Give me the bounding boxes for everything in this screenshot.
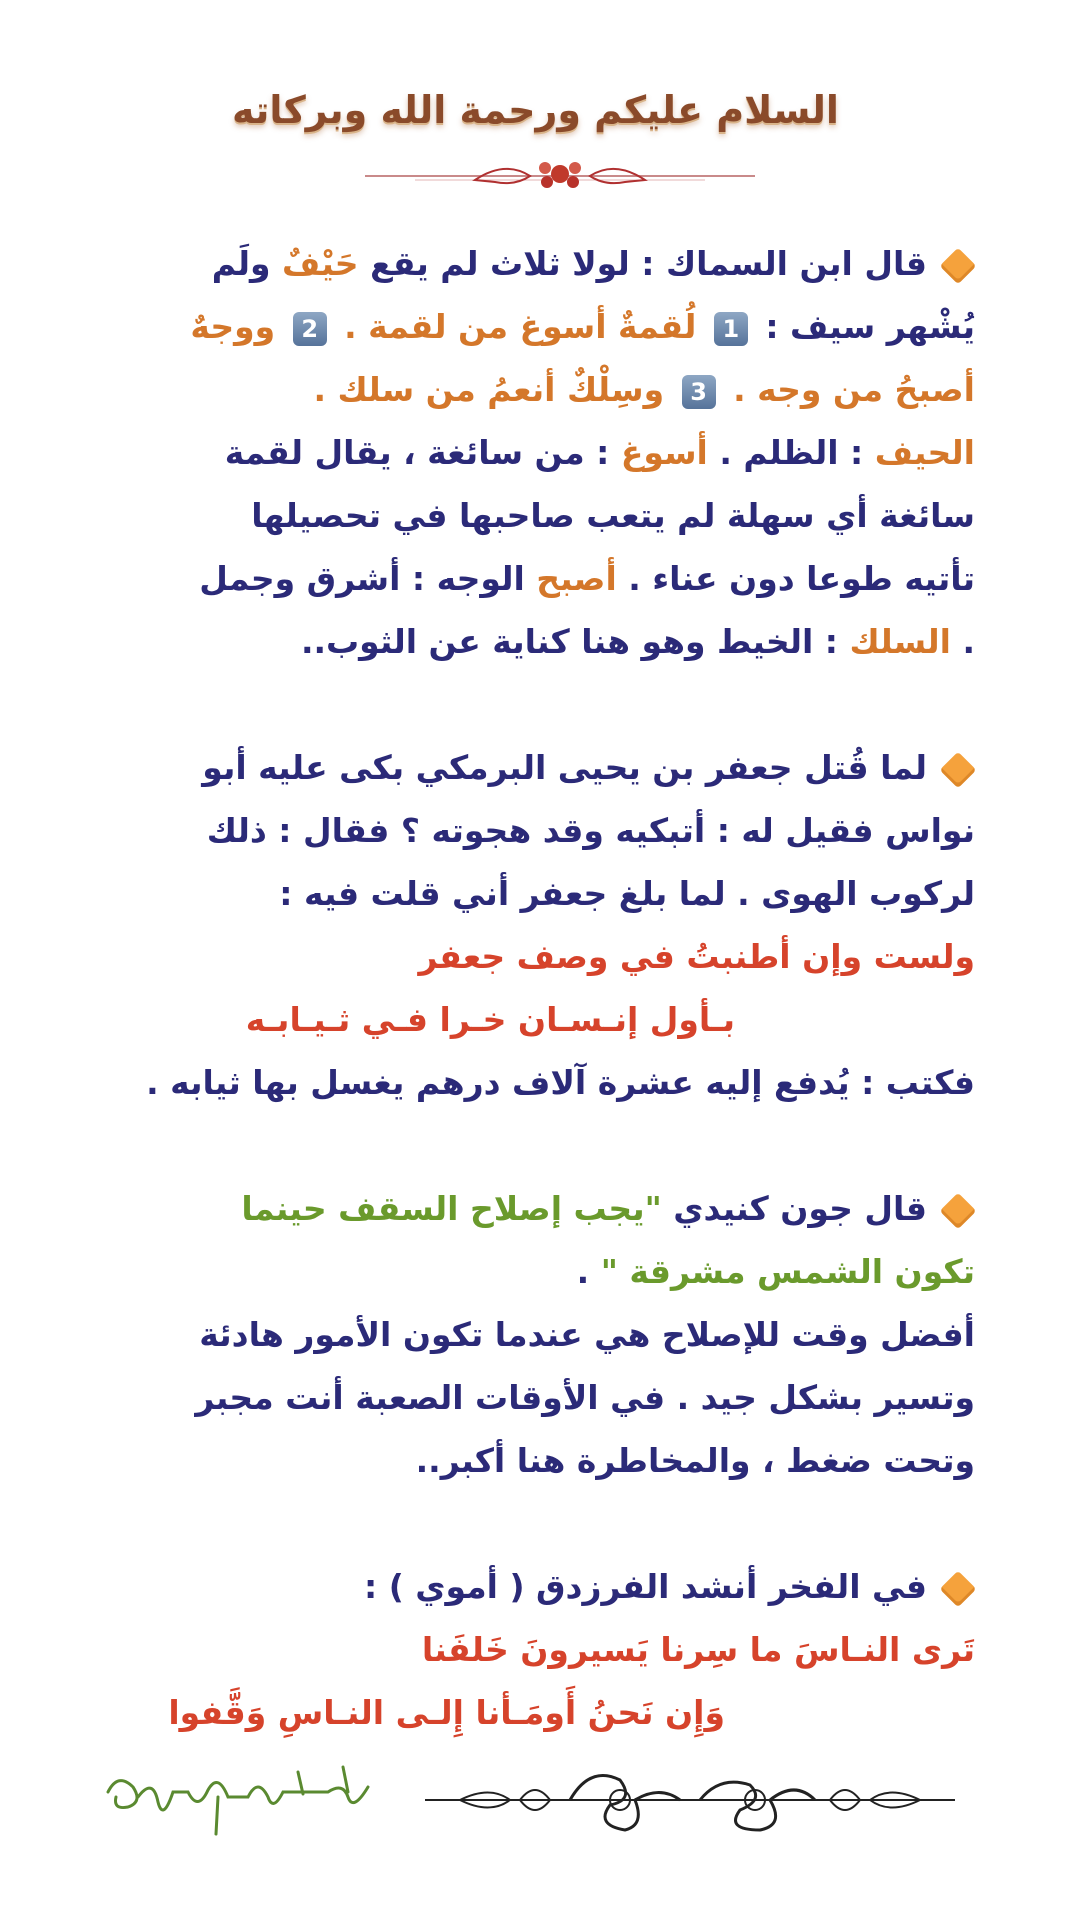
section3-line1: قال جون كنيدي "يجب إصلاح السقف حينما xyxy=(78,1177,975,1240)
section2-line2: نواس فقيل له : أتبكيه وقد هجوته ؟ فقال : ذلك xyxy=(206,811,975,850)
article-body xyxy=(78,232,975,1744)
poem-verse-3: تَرى النـاسَ ما سِرنا يَسيرونَ خَلفَنا xyxy=(421,1630,975,1669)
handwritten-signature xyxy=(98,1752,388,1842)
section3-line3: أفضل وقت للإصلاح هي عندما تكون الأمور هادئة xyxy=(199,1315,975,1354)
section1-line3: أصبحُ من وجه . 3 وسِلْكٌ أنعمُ من سلك . xyxy=(313,370,975,409)
section1-line2: يُشْهر سيف : 1 لُقمةٌ أسوغ من لقمة . 2 ووجهٌ xyxy=(190,307,975,346)
poem-verse-1: ولست وإن أطنبتُ في وصف جعفر xyxy=(418,937,975,976)
orange-diamond-icon xyxy=(940,1192,977,1229)
greeting-title: السلام عليكم ورحمة الله وبركاته xyxy=(232,88,839,132)
section2-line6: فكتب : يُدفع إليه عشرة آلاف درهم يغسل بها ثيابه . xyxy=(146,1063,975,1102)
section1-line6: تأتيه طوعا دون عناء . أصبح الوجه : أشرق وجمل xyxy=(199,559,975,598)
poem-verse-4: وَإِن نَحنُ أَومَـأنا إِلـى النـاسِ وَقَّفوا xyxy=(168,1693,725,1732)
section1-line4: الحيف : الظلم . أسوغ : من سائغة ، يقال لقمة xyxy=(224,433,975,472)
section1-line7: . السلك : الخيط وهو هنا كناية عن الثوب.. xyxy=(300,622,975,661)
section3-line2: تكون الشمس مشرقة " . xyxy=(576,1252,975,1291)
section1-line5: سائغة أي سهلة لم يتعب صاحبها في تحصيلها xyxy=(251,496,975,535)
section2-line1: لما قُتل جعفر بن يحيى البرمكي بكى عليه أبو xyxy=(78,736,975,799)
keycap-number-icon: 1 xyxy=(714,312,748,346)
flourish-divider-icon xyxy=(420,1755,960,1845)
keycap-number-icon: 2 xyxy=(293,312,327,346)
orange-diamond-icon xyxy=(940,751,977,788)
orange-diamond-icon xyxy=(940,247,977,284)
orange-diamond-icon xyxy=(940,1570,977,1607)
rose-divider-icon xyxy=(355,150,765,198)
section4-line1: في الفخر أنشد الفرزدق ( أموي ) : xyxy=(78,1555,975,1618)
section3-line5: وتحت ضغط ، والمخاطرة هنا أكبر.. xyxy=(415,1441,975,1480)
keycap-number-icon: 3 xyxy=(682,375,716,409)
section3-line4: وتسير بشكل جيد . في الأوقات الصعبة أنت مجبر xyxy=(195,1378,975,1417)
poem-verse-2: بـأول إنـسـان خـرا فـي ثـيـابـه xyxy=(245,1000,735,1039)
section2-line3: لركوب الهوى . لما بلغ جعفر أني قلت فيه : xyxy=(279,874,975,913)
section1-line1: قال ابن السماك : لولا ثلاث لم يقع حَيْفٌ ولَم xyxy=(78,232,975,295)
